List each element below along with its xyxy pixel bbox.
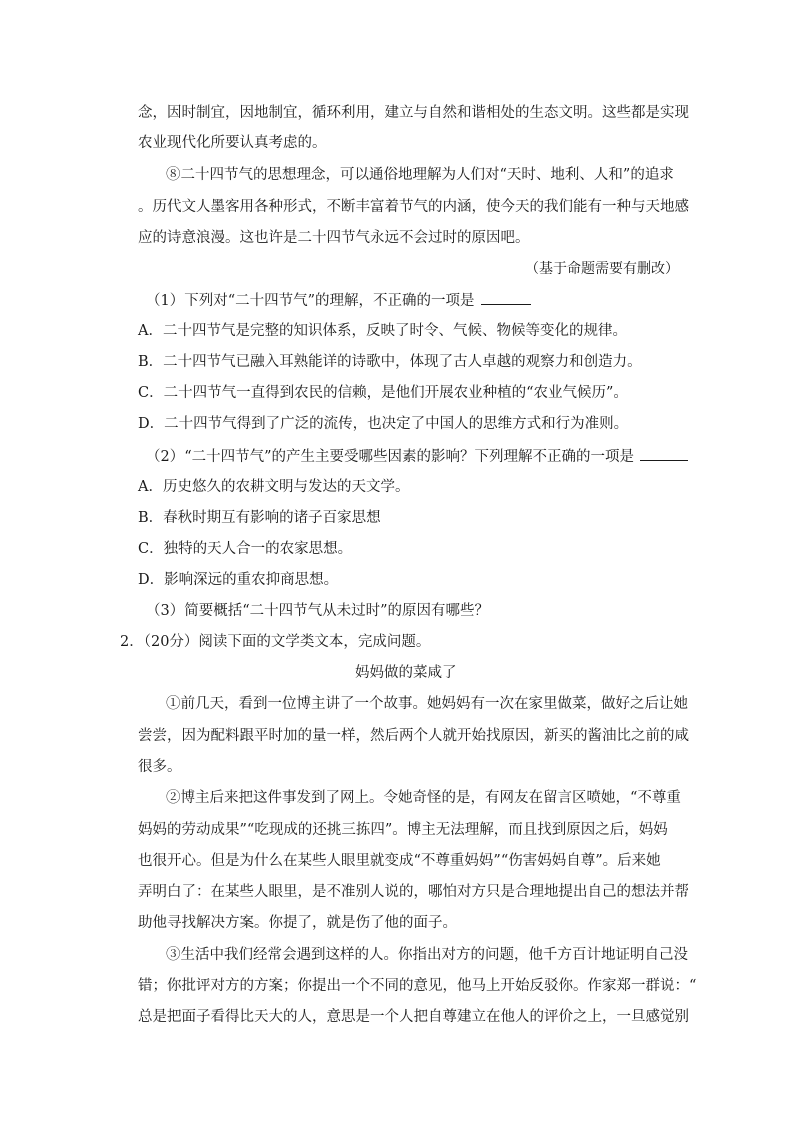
paragraph-8-line: 应的诗意浪漫。这也许是二十四节气永远不会过时的原因吧。 xyxy=(138,230,530,246)
article-paragraph-3-line: 总是把面子看得比天大的人，意思是一个人把自尊建立在他人的评价之上，一旦感觉别 xyxy=(138,1009,689,1025)
article-paragraph-1-line: ①前几天，看到一位博主讲了一个故事。她妈妈有一次在家里做菜，做好之后让她 xyxy=(166,696,688,712)
article-paragraph-2-line: 弄明白了：在某些人眼里，是不准别人说的，哪怕对方只是合理地提出自己的想法并帮 xyxy=(138,884,689,900)
question-1-option-d[interactable]: D．二十四节气得到了广泛的流传，也决定了中国人的思维方式和行为准则。 xyxy=(138,416,629,432)
question-1-stem xyxy=(146,290,531,311)
item-2-header: 2．（20分）阅读下面的文学类文本，完成问题。 xyxy=(120,634,431,650)
article-paragraph-1-line: 很多。 xyxy=(138,759,182,775)
article-paragraph-2-line: ②博主后来把这件事发到了网上。令她奇怪的是，有网友在留言区喷她，“不尊重 xyxy=(166,790,681,806)
article-paragraph-2-line: 妈妈的劳动成果”“吃现成的还挑三拣四”。博主无法理解，而且找到原因之后，妈妈 xyxy=(138,822,668,838)
paragraph-8-line: 。历代文人墨客用各种形式，不断丰富着节气的内涵，使今天的我们能有一种与天地感 xyxy=(138,199,689,215)
article-title: 妈妈做的菜咸了 xyxy=(355,665,457,681)
article-paragraph-3-line: 错；你批评对方的方案；你提出一个不同的意见，他马上开始反驳你。作家郑一群说：“ xyxy=(138,978,697,994)
passage-line: 农业现代化所要认真考虑的。 xyxy=(138,135,327,151)
question-2-option-c[interactable]: C．独特的天人合一的农家思想。 xyxy=(138,541,353,557)
article-paragraph-1-line: 尝尝，因为配料跟平时加的量一样，然后两个人就开始找原因，新买的酱油比之前的咸 xyxy=(138,728,689,744)
question-1-option-a[interactable]: A．二十四节气是完整的知识体系，反映了时令、气候、物候等变化的规律。 xyxy=(138,323,627,339)
question-2-text: （2）“二十四节气”的产生主要受哪些因素的影响？下列理解不正确的一项是 xyxy=(146,449,635,465)
question-2-stem xyxy=(146,446,688,467)
answer-blank[interactable] xyxy=(640,446,688,461)
article-paragraph-2-line: 也很开心。但是为什么在某些人眼里就变成“不尊重妈妈”“伤害妈妈自尊”。后来她 xyxy=(138,853,661,869)
question-2-option-a[interactable]: A．历史悠久的农耕文明与发达的天文学。 xyxy=(138,479,410,495)
answer-blank[interactable] xyxy=(481,290,531,305)
article-paragraph-2-line: 助他寻找解决方案。你提了，就是伤了他的面子。 xyxy=(138,915,457,931)
question-2-option-d[interactable]: D．影响深远的重农抑商思想。 xyxy=(138,572,339,588)
question-1-option-c[interactable]: C．二十四节气一直得到农民的信赖，是他们开展农业种植的“农业气候历”。 xyxy=(138,385,628,401)
source-note: （基于命题需要有删改） xyxy=(525,261,679,277)
article-paragraph-3-line: ③生活中我们经常会遇到这样的人。你指出对方的问题，他千方百计地证明自己没 xyxy=(166,947,688,963)
passage-line: 念，因时制宜，因地制宜，循环利用，建立与自然和谐相处的生态文明。这些都是实现 xyxy=(138,105,689,121)
question-1-text: （1）下列对“二十四节气”的理解，不正确的一项是 xyxy=(146,293,475,309)
paragraph-8-line: ⑧二十四节气的思想理念，可以通俗地理解为人们对“天时、地利、人和”的追求 xyxy=(166,167,674,183)
question-3-stem: （3）简要概括“二十四节气从未过时”的原因有哪些？ xyxy=(146,603,490,619)
question-1-option-b[interactable]: B．二十四节气已融入耳熟能详的诗歌中，体现了古人卓越的观察力和创造力。 xyxy=(138,354,642,370)
question-2-option-b[interactable]: B．春秋时期互有影响的诸子百家思想 xyxy=(138,510,381,526)
